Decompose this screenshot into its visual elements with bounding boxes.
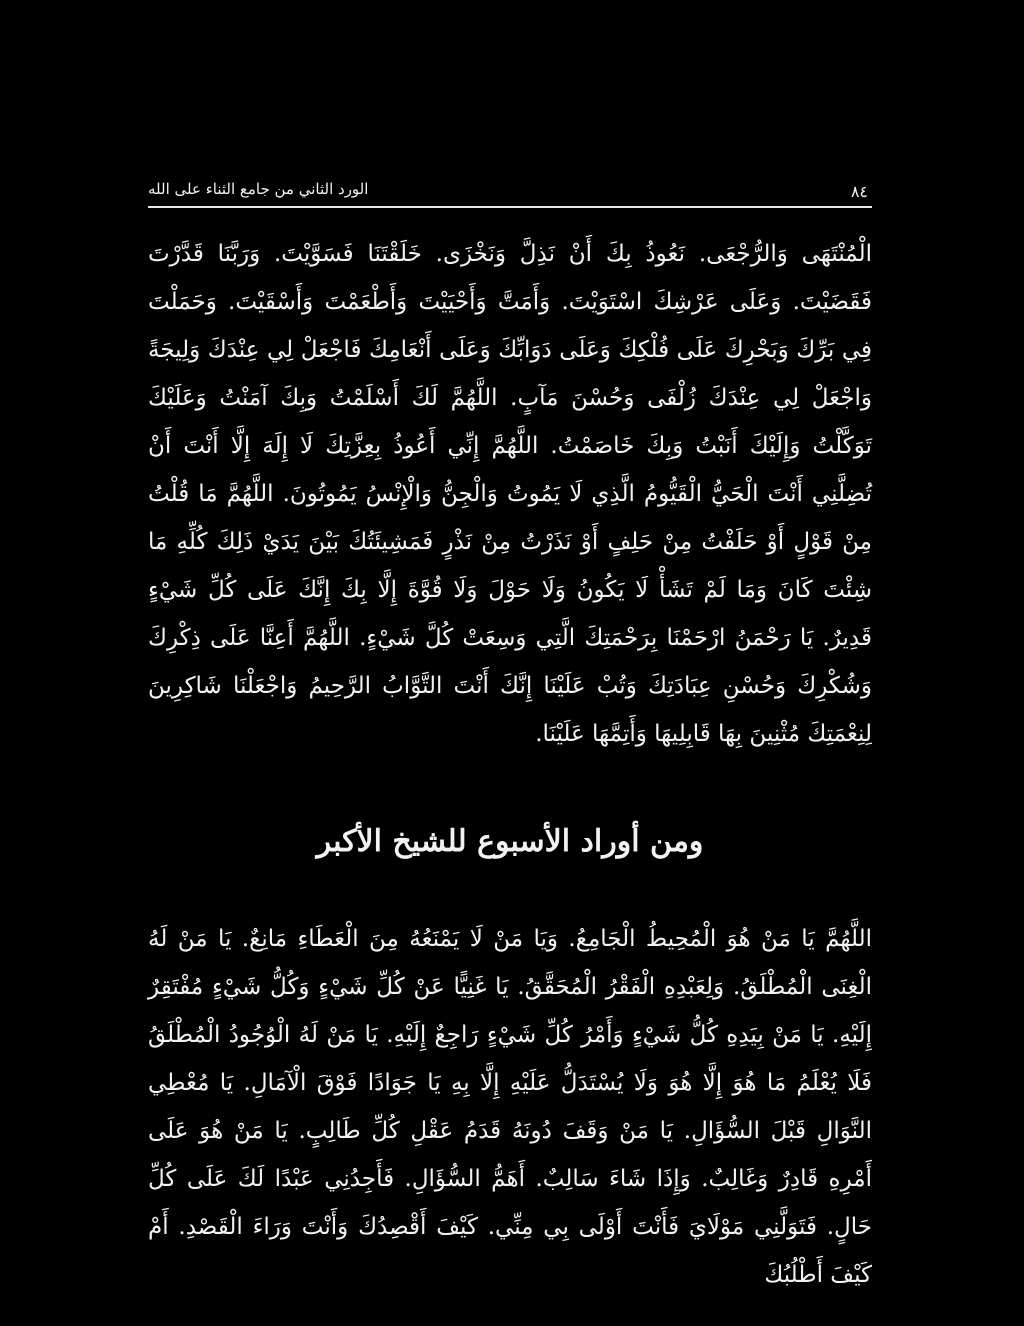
running-title: الورد الثاني من جامع الثناء على الله <box>148 180 369 198</box>
paragraph-2: اللَّهُمَّ يَا مَنْ هُوَ الْمُحِيطُ الْجَامِعُ. وَيَا مَنْ لَا يَمْنَعُهُ مِنَ الْعَطَاءِ مَانِعٌ. يَا مَنْ لَهُ الْغِنَى الْمُطْلَقُ. وَلِعَبْدِهِ الْفَقْرُ الْمُحَقَّقُ. يَا غَنِيًّا عَنْ كُلِّ شَيْءٍ وَكُلُّ شَيْءٍ مُفْتَقِرٌ إِلَيْهِ. يَا مَنْ بِيَدِهِ كُلُّ شَيْءٍ وَأَمْرُ كُلِّ شَيْءٍ رَاجِعٌ إِلَيْهِ. يَا مَنْ لَهُ الْوُجُودُ الْمُطْلَقُ فَلَا يُعْلَمُ مَا هُوَ إِلَّا هُوَ وَلَا يُسْتَدَلُّ عَلَيْهِ إِلَّا بِهِ يَا جَوَادًا فَوْقَ الْآمَالِ. يَا مُعْطِي النَّوَالِ قَبْلَ السُّؤَالِ. يَا مَنْ وَقَفَ دُونَهُ قَدَمُ عَقْلِ كُلِّ طَالِبٍ. يَا مَنْ هُوَ عَلَى أَمْرِهِ قَادِرٌ وَغَالِبٌ. وَإِذَا شَاءَ سَالِبٌ. أَهَمُّ السُّؤَالِ. فَأَجِدُنِي عَبْدًا لَكَ عَلَى كُلِّ حَالٍ. فَتَوَلَّنِي مَوْلَايَ فَأَنْتَ أَوْلَى بِي مِنِّي. كَيْفَ أَقْصِدُكَ وَأَنْتَ وَرَاءَ الْقَصْدِ. أَمْ كَيْفَ أَطْلُبُكَ <box>148 926 872 1288</box>
section-heading: ومن أوراد الأسبوع للشيخ الأكبر <box>316 824 704 859</box>
page-header <box>148 170 872 208</box>
paragraph-1: الْمُنْتَهَى وَالرُّجْعَى. نَعُوذُ بِكَ أَنْ نَذِلَّ وَنَخْزَى. خَلَقْتَنَا فَسَوَّيْتَ. وَرَبَّنَا قَدَّرْتَ فَقَضَيْتَ. وَعَلَى عَرْشِكَ اسْتَوَيْتَ. وَأَمَتَّ وَأَحْيَيْتَ وَأَطْعَمْتَ وَأَسْقَيْتَ. وَحَمَلْتَ فِي بَرِّكَ وَبَحْرِكَ عَلَى فُلْكِكَ وَعَلَى دَوَابِّكَ وَعَلَى أَنْعَامِكَ فَاجْعَلْ لِي عِنْدَكَ وَلِيجَةً وَاجْعَلْ لِي عِنْدَكَ زُلْفَى وَحُسْنَ مَآبٍ. اللَّهُمَّ لَكَ أَسْلَمْتُ وَبِكَ آمَنْتُ وَعَلَيْكَ تَوَكَّلْتُ وَإِلَيْكَ أَنَبْتُ وَبِكَ خَاصَمْتُ. اللَّهُمَّ إِنِّي أَعُوذُ بِعِزَّتِكَ لَا إِلَهَ إِلَّا أَنْتَ أَنْ تُضِلَّنِي أَنْتَ الْحَيُّ الْقَيُّومُ الَّذِي لَا يَمُوتُ وَالْجِنُّ وَالْإِنْسُ يَمُوتُونَ. اللَّهُمَّ مَا قُلْتُ مِنْ قَوْلٍ أَوْ حَلَفْتُ مِنْ حَلِفٍ أَوْ نَذَرْتُ مِنْ نَذْرٍ فَمَشِيئَتُكَ بَيْنَ يَدَيْ ذَلِكَ كُلِّهِ مَا شِئْتَ كَانَ وَمَا لَمْ تَشَأْ لَا يَكُونُ وَلَا حَوْلَ وَلَا قُوَّةَ إِلَّا بِكَ إِنَّكَ عَلَى كُلِّ شَيْءٍ قَدِيرٌ. يَا رَحْمَنُ ارْحَمْنَا بِرَحْمَتِكَ الَّتِي وَسِعَتْ كُلَّ شَيْءٍ. اللَّهُمَّ أَعِنَّا عَلَى ذِكْرِكَ وَشُكْرِكَ وَحُسْنِ عِبَادَتِكَ وَتُبْ عَلَيْنَا إِنَّكَ أَنْتَ التَّوَّابُ الرَّحِيمُ وَاجْعَلْنَا شَاكِرِينَ لِنِعْمَتِكَ مُثْنِينَ بِهَا قَابِلِيهَا وَأَتِمَّهَا عَلَيْنَا. <box>148 241 872 747</box>
book-page <box>148 170 872 1288</box>
page-number: ٨٤ <box>850 182 868 201</box>
